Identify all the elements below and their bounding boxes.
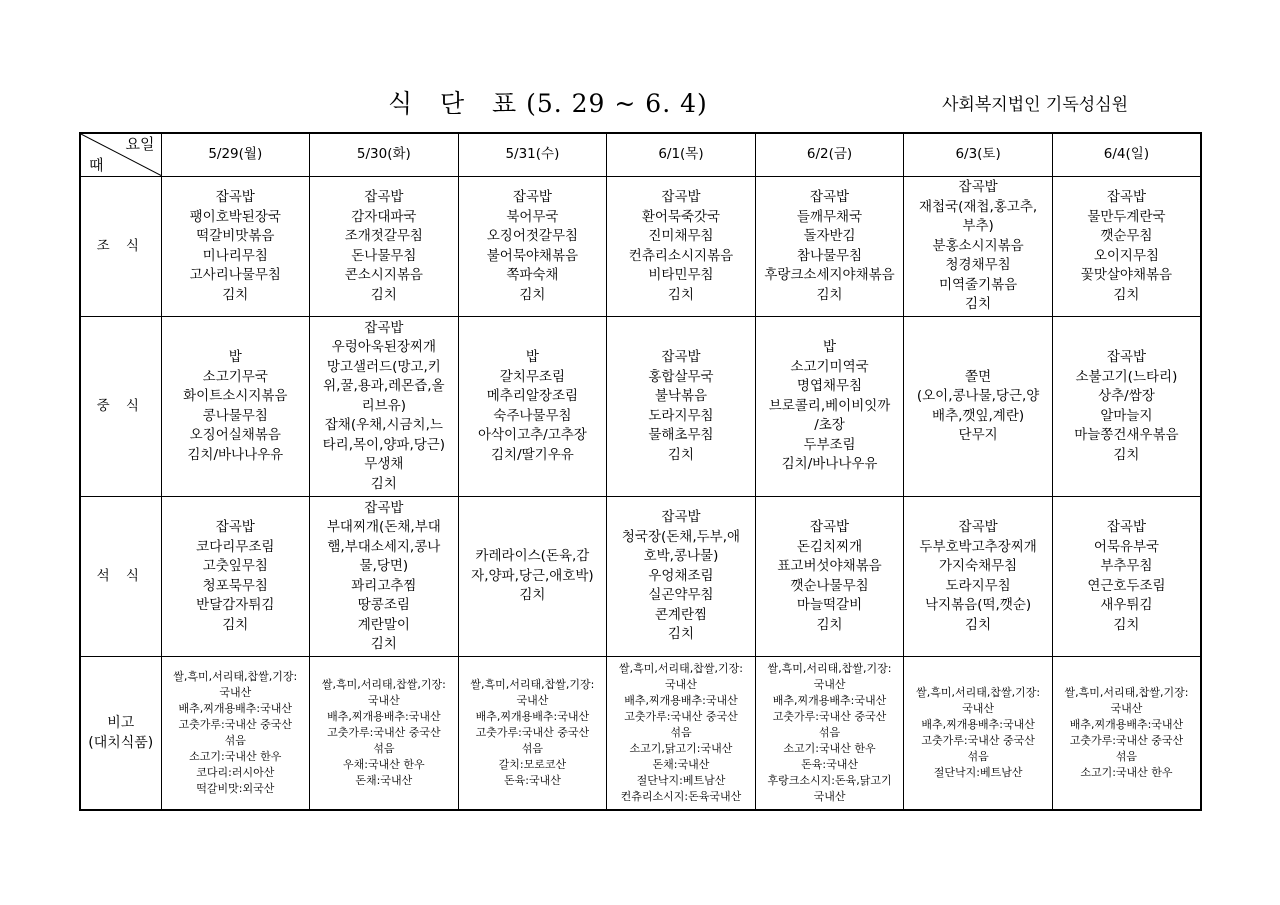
menu-item: 잡곡밥 [958,519,998,535]
day-header: 5/30(화) [310,133,459,177]
remark-cell [904,657,1053,810]
menu-item: 고사리나물무침 [189,267,281,283]
day-header: 6/3(토) [904,133,1053,177]
remark-line: 소고기:국내산 한우 [1080,765,1173,779]
menu-cell [161,177,310,317]
menu-item: 위,꿀,용과,레몬즙,올 [323,378,445,395]
menu-item: 소고기미역국 [790,358,869,375]
menu-item: 김치/바나나우유 [187,446,284,463]
remark-line: 섞음 [521,741,544,755]
menu-cell [458,317,607,497]
menu-item: 밥 [525,349,539,365]
menu-item: 카레라이스(돈육,감 [475,548,590,565]
meal-rows [80,177,1201,810]
menu-item: 진미채무침 [648,228,714,244]
menu-item: 배추,깻잎,계란) [932,407,1025,424]
menu-item: 잡곡밥 [958,179,998,196]
remark-line: 배추,찌개용배추:국내산 [1069,717,1184,731]
menu-item: 도라지무침 [945,577,1011,594]
remark-line: 소고기:국내산 한우 [189,749,282,763]
remark-line: 섞음 [670,725,692,739]
meal-time-label-line: 비고 [107,714,135,731]
menu-item: 무생채 [364,456,404,473]
menu-item: (오이,콩나물,당근,양 [916,388,1040,404]
remark-line: 국내산 [962,701,995,715]
remark-line: 배추,찌개용배추:국내산 [178,701,293,715]
menu-item: 표고버섯야채볶음 [777,558,882,574]
dinner-row [80,497,1201,657]
remark-line: 국내산 [516,693,549,707]
menu-item: 명엽채무침 [796,378,863,395]
menu-item: 김치 [370,475,397,492]
menu-item: 김치 [1113,616,1140,633]
menu-item: 잡곡밥 [364,319,404,336]
menu-item: 햄,부대소세지,콩나 [327,538,441,555]
menu-item: 김치 [370,286,397,303]
remark-line: 섞음 [967,749,989,763]
remark-line: 쌀,흑미,서리태,찹쌀,기장: [470,677,595,691]
menu-item: 땅콩조림 [357,597,410,613]
remark-line: 섞음 [1115,749,1138,763]
menu-item: /초장 [814,417,845,434]
menu-cell [310,177,459,317]
remark-line: 고춧가루:국내산 중국산 [178,717,293,731]
remark-line: 쌀,흑미,서리태,찹쌀,기장: [1064,685,1189,699]
menu-item: 부대찌개(돈채,부대 [326,519,441,535]
remark-line: 절단낙지:베트남산 [933,765,1023,779]
menu-item: 마늘떡갈비 [796,597,863,613]
menu-item: 떡갈비맛볶음 [196,228,275,244]
menu-item: 쪽파숙채 [506,267,559,283]
meal-time-label [80,497,161,657]
remark-line: 고춧가루:국내산 중국산 [772,709,887,723]
remarks-row [80,657,1201,810]
menu-item: 김치 [667,286,695,303]
menu-cell [904,497,1053,657]
menu-cell [607,317,756,497]
menu-item: 깻순나물무침 [790,577,869,594]
menu-item: 단무지 [958,427,998,443]
day-header: 6/2(금) [755,133,904,177]
menu-item: 김치/딸기우유 [491,446,574,463]
menu-item: 잡곡밥 [512,189,552,205]
menu-item: 갈치무조림 [499,368,566,385]
remark-line: 떡갈비맛:외국산 [196,781,275,795]
remark-cell [161,657,310,810]
menu-item: 꽃맛살야채볶음 [1080,267,1173,283]
menu-item: 물만두계란국 [1087,208,1166,225]
menu-item: 김치 [816,616,843,633]
menu-item: 알마늘지 [1100,407,1153,424]
menu-item: 청국장(돈채,두부,애 [621,528,741,545]
menu-cell [161,497,310,657]
menu-item: 깻순무침 [1100,228,1153,244]
menu-item: 김치 [965,616,992,633]
remark-line: 쌀,흑미,서리태,찹쌀,기장: [173,669,298,683]
menu-item: 밥 [823,339,837,356]
remark-line: 고춧가루:국내산 중국산 [624,709,738,723]
menu-item: 잡채(우채,시금치,느 [324,417,443,434]
meal-table [79,132,1202,811]
remark-line: 국내산 [813,789,846,803]
menu-item: 참나물무침 [796,247,863,264]
menu-item: 낙지볶음(떡,깻순) [925,597,1032,613]
menu-cell [310,317,459,497]
menu-item: 연근호두조림 [1087,577,1166,594]
menu-item: 소고기무국 [202,368,268,385]
menu-item: 고춧잎무침 [202,558,268,574]
menu-item: 환어묵죽갓국 [641,208,721,225]
menu-item: 김치 [222,616,249,633]
menu-item: 물,당면) [359,558,409,574]
menu-item: 계란말이 [357,616,410,633]
menu-item: 잡곡밥 [809,519,850,535]
menu-item: 마늘쫑건새우볶음 [1074,427,1179,443]
menu-item: 감자대파국 [351,208,417,225]
remark-cell [1052,657,1201,810]
remark-line: 절단낙지:베트남산 [636,773,726,787]
remark-line: 돈채:국내산 [652,757,710,771]
menu-item: 분홍소시지볶음 [932,237,1024,254]
menu-item: 오징어젓갈무침 [486,228,579,244]
corner-day-label: 요일 [125,135,155,153]
remark-cell [607,657,756,810]
header-row [80,133,1201,177]
menu-item: 김치 [1113,446,1140,463]
remark-line: 배추,찌개용배추:국내산 [772,693,887,707]
day-header: 6/1(목) [607,133,756,177]
menu-item: 우렁아욱된장찌개 [331,339,436,356]
remark-line: 갈치:모로코산 [498,757,567,771]
day-header: 5/29(월) [161,133,310,177]
menu-item: 화이트소시지볶음 [183,388,288,404]
menu-item: 불낙볶음 [654,388,708,404]
day-header: 5/31(수) [458,133,607,177]
corner-time-label: 때 [89,155,104,174]
menu-item: 잡곡밥 [661,189,701,205]
menu-item: 타리,목이,양파,당근) [322,436,446,453]
menu-item: 가지숙채무침 [938,558,1018,574]
organization-name: 사회복지법인 기독성심원 [942,95,1129,115]
menu-item: 잡곡밥 [809,189,850,205]
menu-item: 호박,콩나물) [643,548,719,565]
menu-item: 잡곡밥 [1106,189,1146,205]
lunch-row [80,317,1201,497]
remark-line: 국내산 [665,677,697,691]
menu-item: 잡곡밥 [364,189,404,205]
remark-line: 섞음 [373,741,395,755]
remark-line: 후랑크소시지:돈육,닭고기 [767,773,892,787]
menu-item: 물해초무침 [648,427,714,443]
remark-line: 컨츄리소시지:돈육국내산 [620,789,742,803]
remark-line: 배추,찌개용배추:국내산 [624,693,738,707]
remark-line: 코다리:러시아산 [196,765,275,779]
menu-item: 밥 [228,349,242,365]
menu-item: 리브유) [361,397,407,414]
menu-item: 콩나물무침 [202,407,268,424]
menu-cell [755,177,904,317]
menu-item: 새우튀김 [1100,597,1153,613]
menu-item: 청경채무침 [945,257,1011,274]
menu-item: 김치 [519,286,546,303]
menu-item: 코다리무조림 [196,538,275,555]
remark-cell [458,657,607,810]
menu-item: 아삭이고추/고추장 [477,427,587,443]
menu-item: 숙주나물무침 [493,407,572,424]
menu-item: 돈김치찌개 [796,538,863,555]
remark-line: 고춧가루:국내산 중국산 [921,733,1035,747]
menu-item: 후랑크소세지야채볶음 [764,267,895,283]
menu-cell [1052,177,1201,317]
menu-item: 반달감자튀김 [196,597,275,613]
menu-cell [755,497,904,657]
remark-line: 소고기:국내산 한우 [783,741,876,755]
meal-time-label [80,317,161,497]
day-header: 6/4(일) [1052,133,1201,177]
menu-cell [607,177,756,317]
remark-cell [310,657,459,810]
remark-line: 고춧가루:국내산 중국산 [475,725,590,739]
menu-item: 잡곡밥 [661,349,701,365]
remark-line: 고춧가루:국내산 중국산 [1069,733,1184,747]
menu-item: 소불고기(느타리) [1075,368,1178,385]
menu-item: 콘소시지볶음 [344,267,423,283]
meal-time-label [80,177,161,317]
remark-line: 국내산 [219,685,252,699]
meal-time-label-line: 중 식 [96,397,145,414]
meal-time-label-line: (대치식품) [88,734,154,751]
remark-line: 돈채:국내산 [355,773,413,787]
menu-item: 부추무침 [1100,558,1153,574]
menu-item: 청포묵무침 [202,577,268,594]
corner-cell [80,133,161,177]
meal-time-label-line: 석 식 [96,567,145,584]
menu-item: 불어묵야채볶음 [486,247,579,264]
menu-item: 두부조림 [803,436,856,453]
remark-line: 쌀,흑미,서리태,찹쌀,기장: [767,661,892,675]
menu-item: 상추/쌈장 [1098,388,1155,404]
menu-cell [904,177,1053,317]
menu-cell [310,497,459,657]
remark-line: 돈육:국내산 [801,757,858,771]
menu-cell [607,497,756,657]
menu-item: 김치/바나나우유 [781,456,878,473]
remark-line: 쌀,흑미,서리태,찹쌀,기장: [618,661,743,675]
menu-item: 김치 [370,636,397,652]
menu-item: 잡곡밥 [215,519,255,535]
menu-cell [458,177,607,317]
menu-item: 콘계란찜 [654,606,708,623]
remark-line: 국내산 [813,677,846,691]
menu-item: 김치 [519,587,546,604]
menu-item: 꽈리고추찜 [351,577,417,594]
menu-cell [1052,317,1201,497]
menu-item: 오징어실채볶음 [189,427,281,443]
menu-item: 김치 [222,286,249,303]
remark-line: 배추,찌개용배추:국내산 [327,709,441,723]
menu-cell [755,317,904,497]
menu-item: 김치 [1113,286,1140,303]
menu-item: 자,양파,당근,애호박) [471,567,594,584]
menu-cell [1052,497,1201,657]
menu-item: 돌자반김 [803,228,856,244]
menu-item: 들깨무채국 [796,208,863,225]
remark-line: 국내산 [367,693,400,707]
meal-time-label [80,657,161,810]
menu-item: 김치 [667,626,695,643]
menu-item: 도라지무침 [648,407,714,424]
menu-item: 김치 [667,446,695,463]
menu-item: 두부호박고추장찌개 [919,538,1037,555]
menu-item: 우엉채조림 [648,567,714,584]
menu-item: 오이지무침 [1093,247,1160,264]
menu-item: 망고샐러드(망고,키 [326,358,441,375]
menu-item: 잡곡밥 [215,189,255,205]
meal-time-label-line: 조 식 [96,237,145,254]
breakfast-row [80,177,1201,317]
menu-item: 팽이호박된장국 [189,208,281,225]
remark-line: 쌀,흑미,서리태,찹쌀,기장: [321,677,446,691]
menu-item: 잡곡밥 [1106,349,1146,365]
menu-cell [161,317,310,497]
remark-line: 돈육:국내산 [503,773,561,787]
menu-item: 실곤약무침 [648,587,714,604]
menu-item: 부추) [962,218,994,235]
menu-item: 잡곡밥 [364,499,404,516]
menu-item: 잡곡밥 [1106,519,1146,535]
menu-item: 조개젓갈무침 [344,228,423,244]
remark-line: 국내산 [1110,701,1143,715]
remark-line: 고춧가루:국내산 중국산 [327,725,441,739]
menu-item: 메추리알장조림 [486,388,579,404]
menu-item: 어묵유부국 [1093,538,1160,555]
remark-line: 우채:국내산 한우 [343,757,425,771]
menu-item: 김치 [965,296,992,313]
remark-line: 배추,찌개용배추:국내산 [921,717,1035,731]
menu-item: 비타민무침 [648,267,714,283]
menu-item: 잡곡밥 [661,509,701,526]
menu-item: 돈나물무침 [351,247,417,264]
menu-cell [458,497,607,657]
remark-line: 섞음 [818,725,841,739]
remark-line: 섞음 [224,733,246,747]
menu-item: 김치 [816,286,843,303]
menu-item: 컨츄리소시지볶음 [628,247,734,264]
menu-item: 홍합살무국 [648,368,714,385]
menu-item: 북어무국 [506,208,559,225]
menu-item: 재첩국(재첩,홍고추, [919,198,1038,215]
remark-cell [755,657,904,810]
menu-item: 브로콜리,베이비잇까 [768,397,891,414]
menu-item: 쫄면 [965,368,992,385]
remark-line: 쌀,흑미,서리태,찹쌀,기장: [916,685,1041,699]
menu-item: 미역줄기볶음 [938,276,1018,293]
remark-line: 배추,찌개용배추:국내산 [475,709,590,723]
menu-item: 미나리무침 [202,247,268,264]
remark-line: 소고기,닭고기:국내산 [629,741,733,755]
page-title: 식 단 표 (5. 29 ~ 6. 4) [388,89,708,118]
menu-cell [904,317,1053,497]
